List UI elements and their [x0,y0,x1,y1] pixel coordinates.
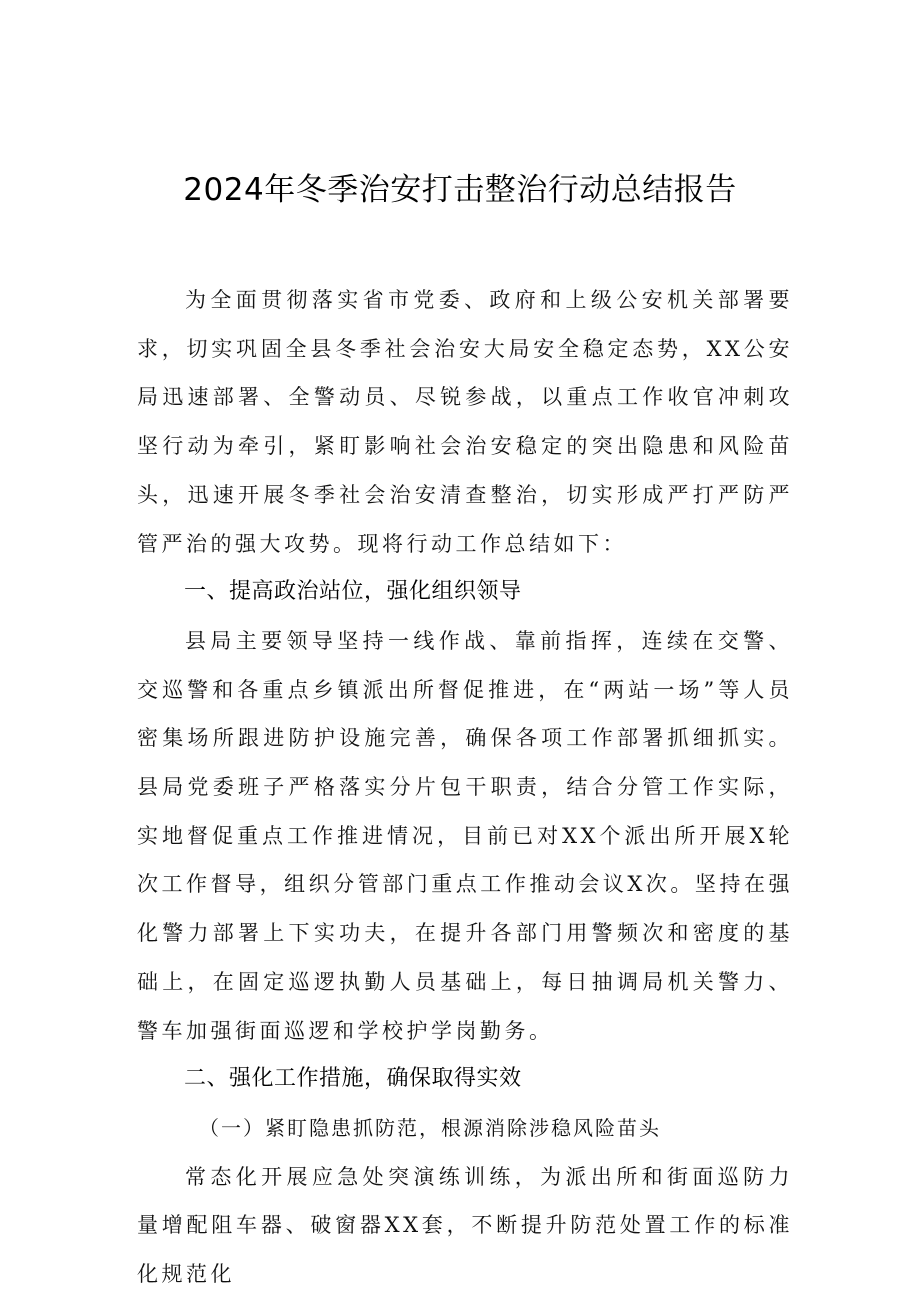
section-1-paragraph: 县局主要领导坚持一线作战、靠前指挥，连续在交警、交巡警和各重点乡镇派出所督促推进，在“两站一场”等人员密集场所跟进防护设施完善，确保各项工作部署抓细抓实。县局党委班子严格落实分片包干职责，结合分管工作实际，实地督促重点工作推进情况，目前已对XX个派出所开展X轮次工作督导，组织分管部门重点工作推动会议X次。坚持在强化警力部署上下实功夫，在提升各部门用警频次和密度的基础上，在固定巡逻执勤人员基础上，每日抽调局机关警力、警车加强街面巡逻和学校护学岗勤务。 [137,628,793,1043]
section-1-heading: 一、提高政治站位，强化组织领导 [184,579,522,605]
section-2-paragraph: 常态化开展应急处突演练训练，为派出所和街面巡防力量增配阻车器、破窗器XX套，不断提升防范处置工作的标准化规范化 [137,1164,793,1287]
document-body [137,276,793,1299]
section-2-heading: 二、强化工作措施，确保取得实效 [184,1066,522,1092]
document-title: 2024年冬季治安打击整治行动总结报告 [183,172,737,208]
intro-paragraph: 为全面贯彻落实省市党委、政府和上级公安机关部署要求，切实巩固全县冬季社会治安大局安全稳定态势，XX公安局迅速部署、全警动员、尽锐参战，以重点工作收官冲刺攻坚行动为牵引，紧盯影响社会治安稳定的突出隐患和风险苗头，迅速开展冬季社会治安清查整治，切实形成严打严防严管严治的强大攻势。现将行动工作总结如下： [137,288,793,556]
section-2-subheading: （一）紧盯隐患抓防范，根源消除涉稳风险苗头 [199,1115,661,1140]
